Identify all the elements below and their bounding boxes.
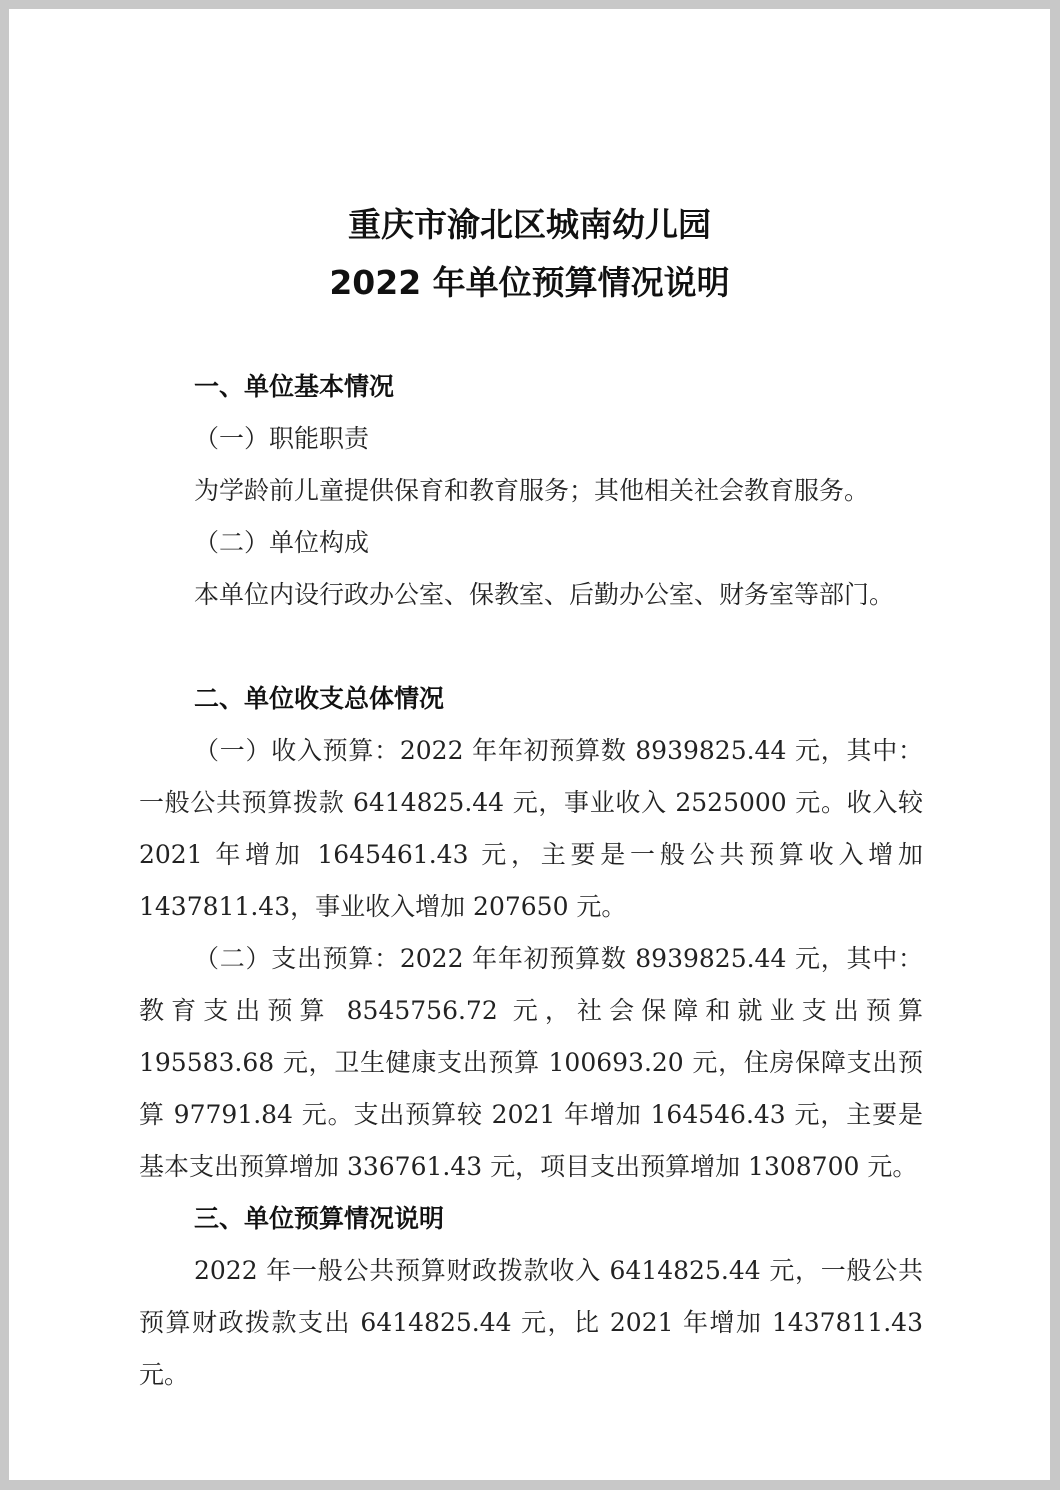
section1-sub1-text: 为学龄前儿童提供保育和教育服务；其他相关社会教育服务。 (194, 476, 870, 505)
section1-heading: 一、单位基本情况 (194, 372, 395, 401)
section2-income-paragraph: （一）收入预算：2022 年年初预算数 8939825.44 元，其中：一般公共预算拨款 6414825.44 元，事业收入 2525000 元。收入较 2021 年增加 1645461.43 元，主要是一般公共预算收入增加 1437811.43，事业收入增加 207650 元。 (139, 736, 923, 921)
section1-sub2-heading: （二）单位构成 (194, 528, 370, 557)
document-title-line1: 重庆市渝北区城南幼儿园 (348, 205, 711, 244)
section3-heading: 三、单位预算情况说明 (194, 1204, 445, 1233)
section1-sub1-heading: （一）职能职责 (194, 424, 370, 453)
document-page (9, 9, 1050, 1480)
document-title-line2: 2022 年单位预算情况说明 (329, 263, 730, 302)
section2-expense-paragraph: （二）支出预算：2022 年年初预算数 8939825.44 元，其中：教育支出预算 8545756.72 元，社会保障和就业支出预算 195583.68 元，卫生健康支出预算 100693.20 元，住房保障支出预算 97791.84 元。支出预算较 2021 年增加 164546.43 元，主要是基本支出预算增加 336761.43 元，项目支出预算增加 1308700 元。 (139, 944, 923, 1181)
section3-paragraph: 2022 年一般公共预算财政拨款收入 6414825.44 元，一般公共预算财政拨款支出 6414825.44 元，比 2021 年增加 1437811.43 元。 (139, 1256, 923, 1389)
section2-heading: 二、单位收支总体情况 (194, 684, 445, 713)
section1-sub2-text: 本单位内设行政办公室、保教室、后勤办公室、财务室等部门。 (194, 580, 895, 609)
